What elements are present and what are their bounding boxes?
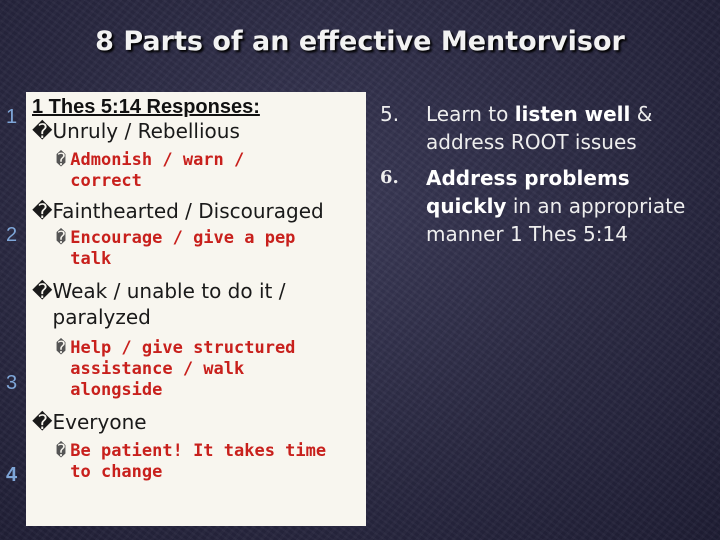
item-number: 6.	[380, 167, 399, 188]
bullet-icon: �	[56, 338, 67, 358]
bullet-icon: �	[32, 199, 53, 223]
list-item	[380, 100, 710, 156]
right-list	[380, 100, 710, 256]
sub-item-line: Help / give structured	[70, 338, 296, 358]
item-text-bold: Address problems	[426, 166, 630, 190]
item-label-line: Weak / unable to do it /	[52, 279, 286, 303]
item-number: 5.	[380, 102, 400, 126]
list-item	[32, 409, 360, 435]
item-label: Fainthearted / Discouraged	[52, 199, 324, 223]
list-item	[32, 278, 360, 330]
list-item	[380, 164, 710, 248]
sub-item	[32, 150, 360, 192]
item-text: &	[630, 102, 653, 126]
slide-title: 8 Parts of an effective Mentorvisor	[95, 26, 625, 57]
sub-item-line: assistance / walk	[70, 359, 245, 379]
sub-item-line: talk	[70, 249, 112, 269]
list-item	[32, 118, 360, 144]
item-text: address ROOT issues	[426, 130, 637, 154]
sub-item	[32, 338, 360, 401]
item-text: Learn to	[426, 102, 515, 126]
bullet-icon: �	[32, 410, 53, 434]
sub-item-line: to change	[70, 462, 163, 482]
item-label: Unruly / Rebellious	[52, 119, 240, 143]
item-text: in an appropriate	[506, 194, 686, 218]
bullet-icon: �	[56, 441, 67, 461]
sub-item-line: correct	[70, 171, 142, 191]
sub-item	[32, 228, 360, 270]
background-number-2: 2	[6, 224, 18, 246]
list-item	[32, 198, 360, 224]
sub-item-line: Admonish / warn /	[70, 150, 245, 170]
bullet-icon: �	[32, 119, 53, 143]
item-text-bold: quickly	[426, 194, 507, 218]
item-text-bold: listen well	[514, 102, 631, 126]
sub-item	[32, 441, 360, 483]
sub-item-line: Be patient! It takes time	[70, 441, 327, 461]
background-number-1: 1	[6, 106, 18, 128]
bullet-icon: �	[32, 279, 53, 303]
item-label: Everyone	[52, 410, 147, 434]
background-number-4: 4	[6, 464, 18, 486]
sub-item-line: alongside	[70, 380, 163, 400]
bullet-icon: �	[56, 150, 67, 170]
item-text: manner 1 Thes 5:14	[426, 222, 628, 246]
item-label-line: paralyzed	[52, 305, 151, 329]
sub-item-line: Encourage / give a pep	[70, 228, 296, 248]
panel-heading: 1 Thes 5:14 Responses:	[32, 96, 260, 118]
bullet-icon: �	[56, 228, 67, 248]
background-number-3: 3	[6, 372, 18, 394]
responses-panel	[26, 92, 366, 526]
